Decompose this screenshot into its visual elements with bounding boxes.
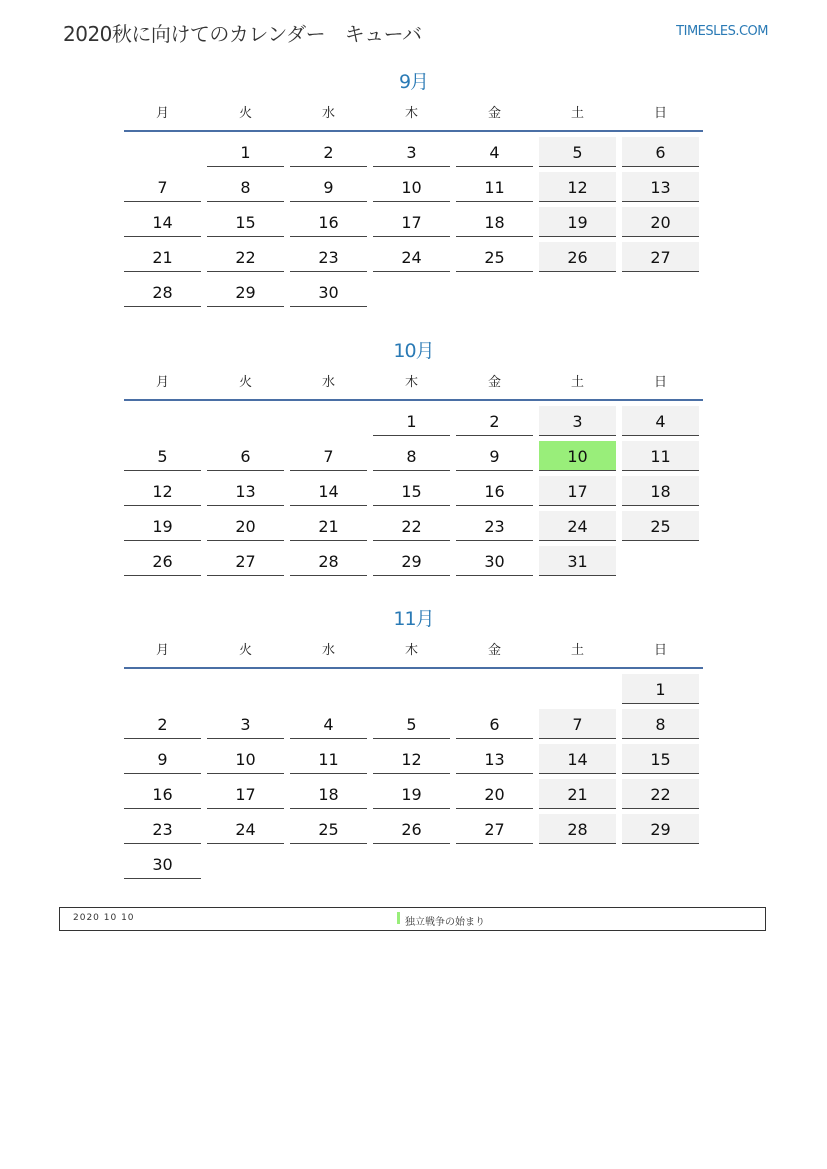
day-cell[interactable]: 20 [456,779,533,809]
day-grid [124,137,703,307]
weekday-label: 月 [155,375,169,390]
weekday-header [124,373,703,401]
weekday-label: 土 [570,106,584,121]
day-cell[interactable]: 7 [290,441,367,471]
empty-cell [290,674,367,704]
day-cell[interactable]: 4 [622,406,699,436]
day-cell[interactable]: 29 [207,277,284,307]
site-link[interactable]: TIMESLES.COM [676,24,768,39]
weekday-label: 木 [404,106,418,121]
day-cell[interactable]: 15 [207,207,284,237]
day-cell[interactable]: 18 [290,779,367,809]
weekday-label: 火 [238,643,252,658]
day-cell[interactable]: 17 [373,207,450,237]
day-cell[interactable]: 8 [622,709,699,739]
month-september [124,70,703,307]
day-cell[interactable]: 1 [373,406,450,436]
weekday-label: 水 [321,375,335,390]
page-title: 2020秋に向けてのカレンダー キューバ [63,22,422,46]
day-cell[interactable]: 15 [373,476,450,506]
weekday-label: 日 [653,375,667,390]
weekday-label: 木 [404,643,418,658]
day-cell[interactable]: 24 [373,242,450,272]
day-cell[interactable]: 25 [456,242,533,272]
day-cell[interactable]: 8 [373,441,450,471]
day-cell[interactable]: 21 [290,511,367,541]
day-cell[interactable]: 19 [373,779,450,809]
empty-cell [124,137,201,167]
weekday-label: 金 [487,106,501,121]
day-cell[interactable]: 28 [539,814,616,844]
day-cell[interactable]: 3 [373,137,450,167]
day-grid [124,674,703,879]
day-cell[interactable]: 18 [456,207,533,237]
weekday-label: 水 [321,643,335,658]
day-cell[interactable]: 22 [622,779,699,809]
day-cell[interactable]: 4 [456,137,533,167]
weekday-label: 土 [570,643,584,658]
day-cell[interactable]: 16 [124,779,201,809]
empty-cell [207,406,284,436]
day-cell[interactable]: 1 [622,674,699,704]
day-cell[interactable]: 12 [124,476,201,506]
day-cell[interactable]: 23 [456,511,533,541]
day-cell[interactable]: 9 [456,441,533,471]
weekday-label: 日 [653,643,667,658]
day-cell[interactable]: 12 [539,172,616,202]
day-cell[interactable]: 11 [456,172,533,202]
weekday-label: 木 [404,375,418,390]
day-cell[interactable]: 22 [373,511,450,541]
day-cell[interactable]: 13 [622,172,699,202]
empty-cell [124,406,201,436]
day-cell[interactable]: 11 [622,441,699,471]
day-cell[interactable]: 17 [207,779,284,809]
day-cell[interactable]: 27 [456,814,533,844]
weekday-label: 月 [155,106,169,121]
day-cell[interactable]: 3 [539,406,616,436]
day-cell[interactable]: 23 [290,242,367,272]
day-cell[interactable]: 5 [373,709,450,739]
weekday-label: 水 [321,106,335,121]
day-cell[interactable]: 16 [456,476,533,506]
day-cell[interactable]: 24 [207,814,284,844]
day-cell[interactable]: 20 [622,207,699,237]
day-cell[interactable]: 4 [290,709,367,739]
day-cell[interactable]: 25 [290,814,367,844]
empty-cell [373,674,450,704]
empty-cell [207,674,284,704]
day-cell[interactable]: 8 [207,172,284,202]
day-cell[interactable]: 31 [539,546,616,576]
day-cell[interactable]: 29 [622,814,699,844]
day-cell[interactable]: 27 [207,546,284,576]
day-grid [124,406,703,576]
weekday-header [124,104,703,132]
weekday-label: 土 [570,375,584,390]
day-cell[interactable]: 2 [456,406,533,436]
month-october [124,339,703,576]
day-cell[interactable]: 9 [290,172,367,202]
month-november [124,607,703,879]
month-title: 11月 [393,608,434,630]
empty-cell [539,674,616,704]
empty-cell [124,674,201,704]
day-cell[interactable]: 11 [290,744,367,774]
day-cell[interactable]: 14 [539,744,616,774]
day-cell[interactable]: 5 [124,441,201,471]
weekday-label: 月 [155,643,169,658]
day-cell[interactable]: 12 [373,744,450,774]
day-cell[interactable]: 2 [290,137,367,167]
weekday-header [124,641,703,669]
day-cell[interactable]: 25 [622,511,699,541]
weekday-label: 日 [653,106,667,121]
day-cell[interactable]: 7 [539,709,616,739]
day-cell[interactable]: 23 [124,814,201,844]
holiday-list [59,907,766,931]
day-cell[interactable]: 28 [124,277,201,307]
day-cell[interactable]: 16 [290,207,367,237]
empty-cell [456,674,533,704]
day-cell[interactable]: 7 [124,172,201,202]
month-title: 9月 [398,71,429,93]
holiday-day-cell[interactable]: 10 [539,441,616,471]
day-cell[interactable]: 27 [622,242,699,272]
day-cell[interactable]: 22 [207,242,284,272]
month-title: 10月 [393,340,434,362]
day-cell[interactable]: 10 [373,172,450,202]
weekday-label: 火 [238,375,252,390]
day-cell[interactable]: 1 [207,137,284,167]
holiday-date: 2020 10 10 [73,913,135,923]
day-cell[interactable]: 3 [207,709,284,739]
day-cell[interactable]: 26 [539,242,616,272]
day-cell[interactable]: 30 [456,546,533,576]
weekday-label: 金 [487,375,501,390]
day-cell[interactable]: 30 [124,849,201,879]
day-cell[interactable]: 14 [290,476,367,506]
day-cell[interactable]: 6 [207,441,284,471]
day-cell[interactable]: 6 [622,137,699,167]
day-cell[interactable]: 2 [124,709,201,739]
day-cell[interactable]: 9 [124,744,201,774]
weekday-label: 火 [238,106,252,121]
day-cell[interactable]: 5 [539,137,616,167]
day-cell[interactable]: 26 [373,814,450,844]
day-cell[interactable]: 28 [290,546,367,576]
day-cell[interactable]: 19 [124,511,201,541]
day-cell[interactable]: 30 [290,277,367,307]
day-cell[interactable]: 20 [207,511,284,541]
day-cell[interactable]: 26 [124,546,201,576]
day-cell[interactable]: 29 [373,546,450,576]
day-cell[interactable]: 13 [207,476,284,506]
day-cell[interactable]: 21 [539,779,616,809]
day-cell[interactable]: 19 [539,207,616,237]
day-cell[interactable]: 18 [622,476,699,506]
empty-cell [290,406,367,436]
day-cell[interactable]: 14 [124,207,201,237]
day-cell[interactable]: 21 [124,242,201,272]
weekday-label: 金 [487,643,501,658]
day-cell[interactable]: 24 [539,511,616,541]
day-cell[interactable]: 17 [539,476,616,506]
holiday-marker [397,912,400,924]
holiday-name: 独立戦争の始まり [405,917,485,928]
day-cell[interactable]: 10 [207,744,284,774]
day-cell[interactable]: 6 [456,709,533,739]
day-cell[interactable]: 13 [456,744,533,774]
day-cell[interactable]: 15 [622,744,699,774]
